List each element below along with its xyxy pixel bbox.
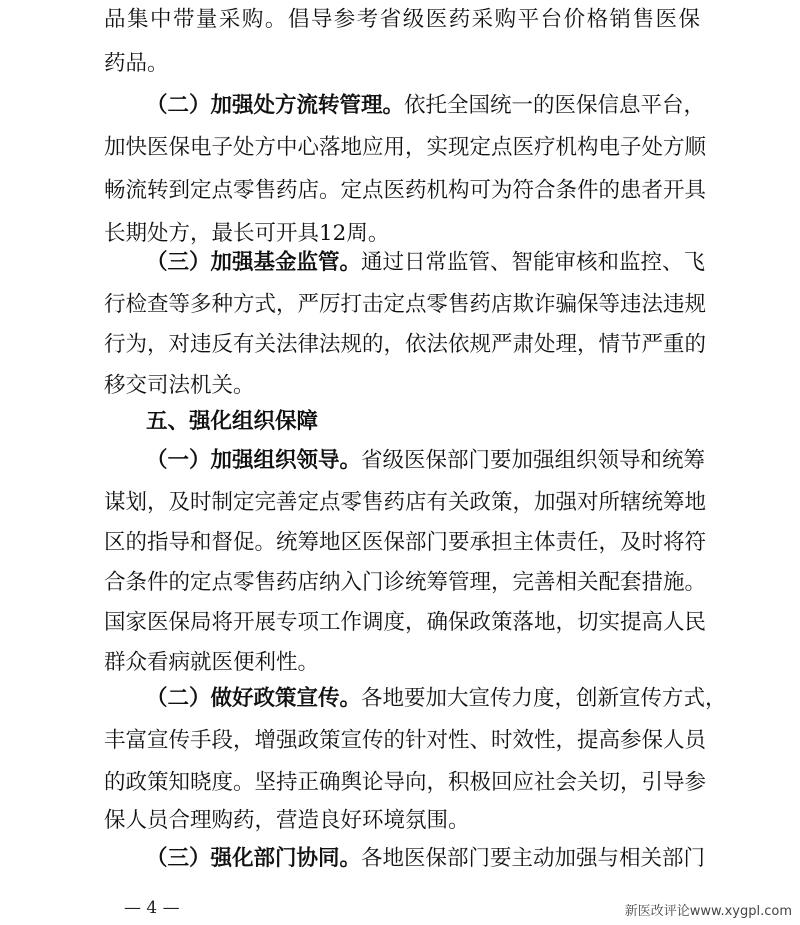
text-line: 移交司法机关。	[104, 373, 255, 398]
text-line: 行为，对违反有关法律法规的，依法依规严肃处理，情节严重的	[104, 332, 707, 357]
text-line: 加快医保电子处方中心落地应用，实现定点医疗机构电子处方顺	[104, 135, 707, 160]
paragraph-2-first-line	[146, 90, 706, 122]
section-heading: 五、强化组织保障	[146, 409, 319, 434]
paragraph-text: 省级医保部门要加强组织领导和统筹	[361, 448, 706, 473]
paragraph-text: 各地要加大宣传力度，创新宣传方式，	[361, 686, 727, 711]
watermark: 新医改评论www.xygpl.com	[624, 904, 792, 919]
paragraph-text: 各地医保部门要主动加强与相关部门	[361, 846, 706, 871]
paragraph-5-1-first-line	[146, 445, 706, 477]
paragraph-title: （二）加强处方流转管理。	[146, 93, 405, 118]
text-line: 行检查等多种方式，严厉打击定点零售药店欺诈骗保等违法违规	[104, 292, 707, 317]
paragraph-text: 通过日常监管、智能审核和监控、飞	[361, 250, 706, 275]
text-line: 畅流转到定点零售药店。定点医药机构可为符合条件的患者开具	[104, 178, 707, 203]
paragraph-title: （三）强化部门协同。	[146, 846, 362, 871]
text-line: 群众看病就医便利性。	[104, 650, 320, 675]
paragraph-title: （三）加强基金监管。	[146, 250, 362, 275]
text-line: 的政策知晓度。坚持正确舆论导向，积极回应社会关切，引导参	[104, 770, 707, 795]
paragraph-title: （二）做好政策宣传。	[146, 686, 362, 711]
paragraph-5-2-first-line	[146, 683, 727, 715]
text-line: 区的指导和督促。统筹地区医保部门要承担主体责任，及时将符	[104, 530, 707, 555]
paragraph-3-first-line	[146, 247, 706, 279]
text-line: 长期处方，最长可开具12周。	[104, 221, 390, 246]
paragraph-5-3-first-line	[146, 843, 706, 875]
text-line: 保人员合理购药，营造良好环境氛围。	[104, 808, 470, 833]
paragraph-title: （一）加强组织领导。	[146, 448, 362, 473]
page-number: — 4 —	[124, 898, 180, 918]
text-line: 合条件的定点零售药店纳入门诊统筹管理，完善相关配套措施。	[104, 570, 707, 595]
text-line: 丰富宣传手段，增强政策宣传的针对性、时效性，提高参保人员	[104, 728, 707, 753]
paragraph-text: 依托全国统一的医保信息平台，	[404, 93, 706, 118]
text-line: 药品。	[104, 51, 169, 76]
text-line: 品集中带量采购。倡导参考省级医药采购平台价格销售医保	[104, 7, 700, 32]
text-line: 谋划，及时制定完善定点零售药店有关政策，加强对所辖统筹地	[104, 490, 707, 515]
text-line: 国家医保局将开展专项工作调度，确保政策落地，切实提高人民	[104, 610, 707, 635]
